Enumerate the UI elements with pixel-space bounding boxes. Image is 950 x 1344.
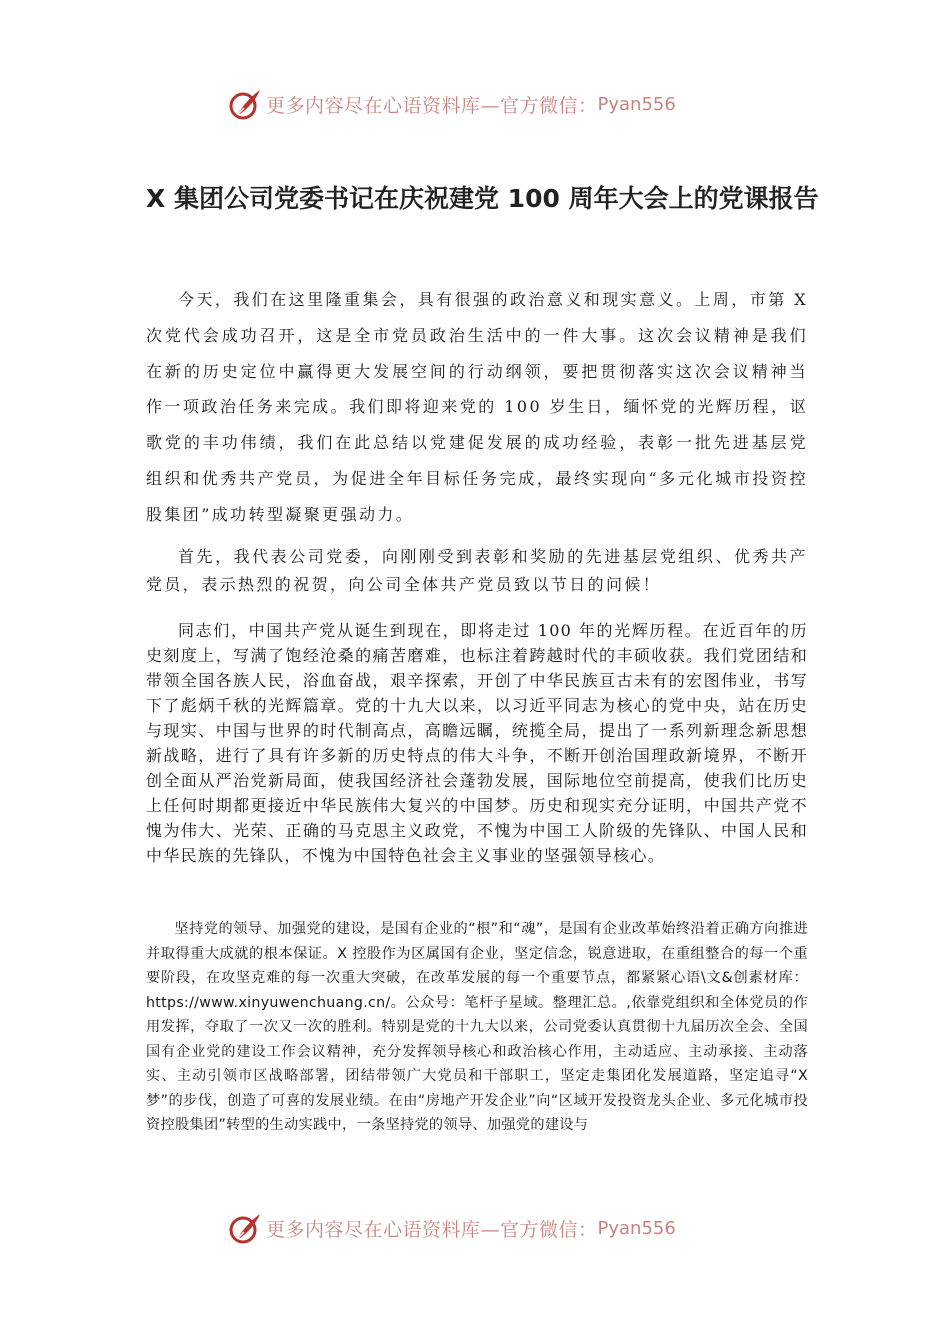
footer-banner-text: 更多内容尽在心语资料库—官方微信： <box>266 1218 598 1241</box>
footer-wechat-id: Pyan556 <box>597 1217 676 1239</box>
header-banner-text: 更多内容尽在心语资料库—官方微信： <box>266 94 598 117</box>
paragraph-3: 同志们，中国共产党从诞生到现在，即将走过 100 年的光辉历程。在近百年的历史刻度上，写满了饱经沧桑的痛苦磨难，也标注着跨越时代的丰硕收获。我们党团结和带领全国各族人民，浴血奋战，艰辛探索，开创了中华民族亘古未有的宏图伟业，书写下了彪炳千秋的光辉篇章。党的十九大以来，以习近平同志为核心的党中央，站在历史与现实、中国与世界的时代制高点，高瞻远瞩，统揽全局，提出了一系列新理念新思想新战略，进行了具有许多新的历史特点的伟大斗争，不断开创治国理政新境界，不断开创全面从严治党新局面，使我国经济社会蓬勃发展，国际地位空前提高，使我们比历史上任何时期都更接近中华民族伟大复兴的中国梦。历史和现实充分证明，中国共产党不愧为伟大、光荣、正确的马克思主义政党，不愧为中国工人阶级的先锋队、中国人民和中华民族的先锋队，不愧为中国特色社会主义事业的坚强领导核心。 <box>146 621 808 865</box>
document-title: X 集团公司党委书记在庆祝建党 100 周年大会上的党课报告 <box>146 184 819 213</box>
header-wechat-id: Pyan556 <box>597 93 676 115</box>
footer-banner <box>228 1208 748 1248</box>
quill-logo-icon <box>228 87 262 121</box>
paragraph-2: 首先，我代表公司党委，向刚刚受到表彰和奖励的先进基层党组织、优秀共产党员，表示热烈的祝贺，向公司全体共产党员致以节日的问候！ <box>146 547 808 594</box>
header-banner <box>228 84 748 124</box>
paragraph-4: 坚持党的领导、加强党的建设，是国有企业的“根”和“魂”，是国有企业改革始终沿着正确方向推进并取得重大成就的根本保证。X 控股作为区属国有企业，坚定信念，锐意进取，在重组整合的每一个重要阶段，在攻坚克难的每一次重大突破，在改革发展的每一个重要节点，都紧紧心语\文&创素材库：https://www.xinyuwenchuang.cn/。公众号：笔杆子星域。整理汇总。,依靠党组织和全体党员的作用发挥，夺取了一次又一次的胜利。特别是党的十九大以来，公司党委认真贯彻十九届历次全会、全国国有企业党的建设工作会议精神，充分发挥领导核心和政治核心作用，主动适应、主动承接、主动落实、主动引领市区战略部署，团结带领广大党员和干部职工，坚定走集团化发展道路，坚定追寻“X 梦”的步伐，创造了可喜的发展业绩。在由“房地产开发企业”向“区域开发投资龙头企业、多元化城市投资控股集团”转型的生动实践中，一条坚持党的领导、加强党的建设与 <box>146 921 808 1133</box>
paragraph-1: 今天，我们在这里隆重集会，具有很强的政治意义和现实意义。上周，市第 X 次党代会成功召开，这是全市党员政治生活中的一件大事。这次会议精神是我们在新的历史定位中赢得更大发展空间的行动纲领，要把贯彻落实这次会议精神当作一项政治任务来完成。我们即将迎来党的 100 岁生日，缅怀党的光辉历程，讴歌党的丰功伟绩，我们在此总结以党建促发展的成功经验，表彰一批先进基层党组织和优秀共产党员，为促进全年目标任务完成，最终实现向“多元化城市投资控股集团”成功转型凝聚更强动力。 <box>146 290 808 524</box>
quill-logo-icon <box>228 1211 262 1245</box>
